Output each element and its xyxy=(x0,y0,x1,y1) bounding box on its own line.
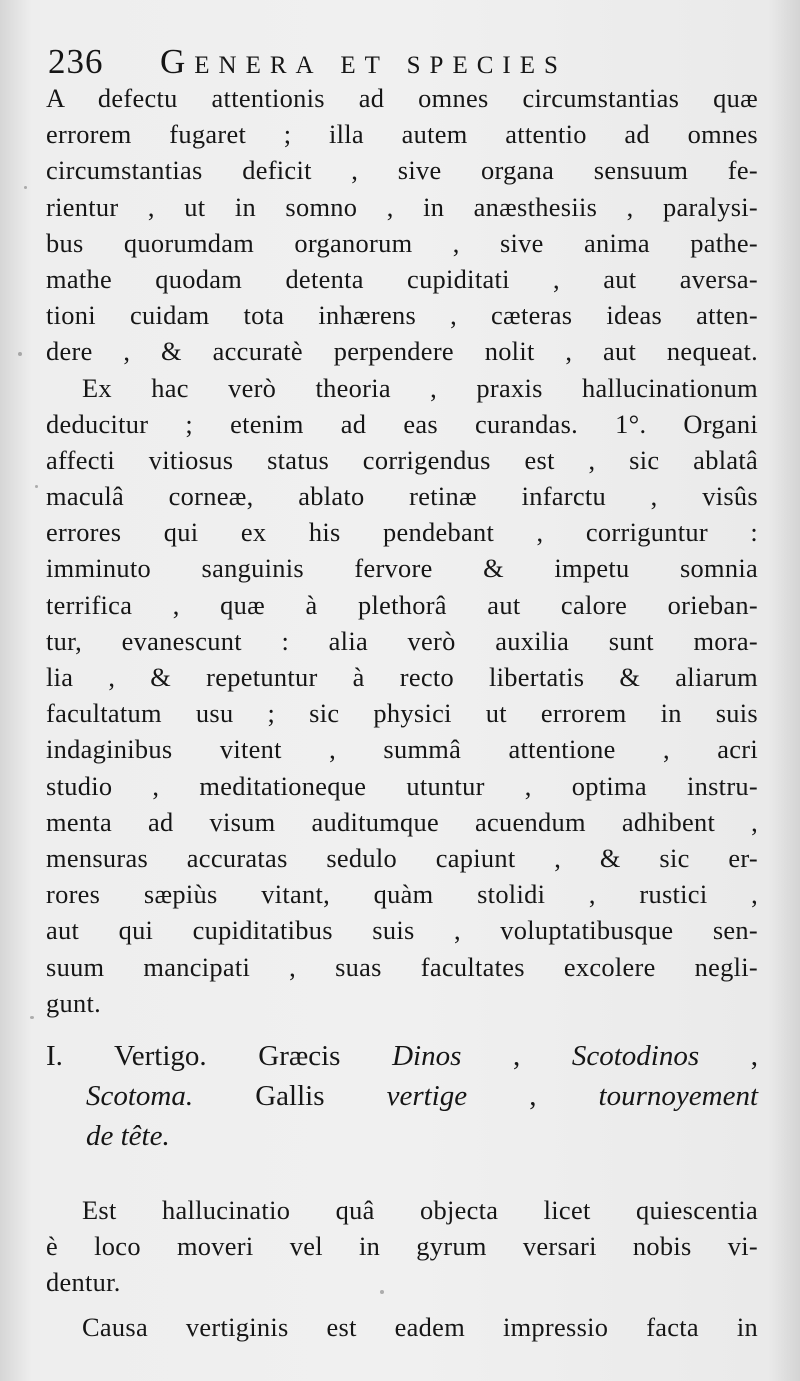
paper-speck xyxy=(24,186,27,189)
paper-speck xyxy=(30,1016,34,1019)
french-name: de tête. xyxy=(86,1120,170,1152)
french-name: vertige xyxy=(386,1080,468,1112)
text-line: studio , meditationeque utuntur , optima instru- xyxy=(46,770,758,801)
text-line: mensuras accuratas sedulo capiunt , & sic er- xyxy=(46,842,758,873)
text-line: facultatum usu ; sic physici ut errorem in suis xyxy=(46,698,758,729)
entry-heading xyxy=(46,1036,758,1156)
text-line: tioni cuidam tota inhærens , cæteras ideas atten- xyxy=(46,300,758,331)
paper-speck xyxy=(18,352,22,356)
paper-speck xyxy=(380,1290,384,1294)
entry-line-1: I. Vertigo. Græcis Dinos , Scotodinos , xyxy=(46,1040,759,1072)
text-line: suum mancipati , suas facultates excolere negli- xyxy=(46,951,758,982)
text-line: mathe quodam detenta cupiditati , aut aversa- xyxy=(46,263,758,294)
paper-speck xyxy=(35,485,38,488)
text-line: affecti vitiosus status corrigendus est , sic ablatâ xyxy=(46,444,758,475)
text-line: lia , & repetuntur à recto libertatis & aliarum xyxy=(46,662,758,692)
text-line: menta ad visum auditumque acuendum adhibent , xyxy=(46,806,758,837)
body-text xyxy=(46,80,758,1021)
greek-label: Græcis xyxy=(258,1040,341,1072)
text-line: errores qui ex his pendebant , corriguntur : xyxy=(46,517,758,548)
text-line: tur, evanescunt : alia verò auxilia sunt mora- xyxy=(46,625,758,656)
entry-line-3 xyxy=(46,1116,758,1156)
page-number: 236 xyxy=(48,42,104,81)
french-label: Gallis xyxy=(255,1080,325,1112)
text-line: circumstantias deficit , sive organa sensuum fe- xyxy=(46,155,758,186)
entry-number: I. xyxy=(46,1040,63,1072)
text-line: indaginibus vitent , summâ attentione , acri xyxy=(46,734,758,765)
text-line: gunt. xyxy=(46,987,102,1018)
paragraph-1 xyxy=(46,80,758,370)
text-line: maculâ corneæ, ablato retinæ infarctu , visûs xyxy=(46,481,758,512)
text-line: terrifica , quæ à plethorâ aut calore orieban- xyxy=(46,589,758,620)
entry-name: Vertigo. xyxy=(114,1040,207,1072)
text-line: dere , & accuratè perpendere nolit , aut nequeat. xyxy=(46,336,758,367)
text-line: Ex hac verò theoria , praxis hallucinationum xyxy=(82,372,758,403)
entry-line-2: Scotoma. Gallis vertige , tournoyement xyxy=(86,1080,759,1112)
greek-name: Scotodinos xyxy=(571,1040,700,1072)
text-line: errorem fugaret ; illa autem attentio ad omnes xyxy=(46,119,758,150)
text-line: aut qui cupiditatibus suis , voluptatibusque sen- xyxy=(46,915,758,946)
text-line: bus quorumdam organorum , sive anima pathe- xyxy=(46,227,758,258)
text-line: deducitur ; etenim ad eas curandas. 1°. Organi xyxy=(46,408,758,439)
text-line: Causa vertiginis est eadem impressio facta in xyxy=(82,1311,758,1342)
text-line: imminuto sanguinis fervore & impetu somnia xyxy=(46,553,758,584)
greek-name: Scotoma. xyxy=(86,1080,194,1112)
french-name: tournoyement xyxy=(598,1080,759,1112)
greek-name: Dinos xyxy=(392,1040,462,1072)
text-line: Est hallucinatio quâ objecta licet quiescentia xyxy=(82,1195,758,1225)
paragraph-4 xyxy=(46,1309,758,1345)
text-line: dentur. xyxy=(46,1267,121,1298)
paragraph-2 xyxy=(46,370,758,1021)
running-title: Genera et species xyxy=(160,42,567,81)
text-line: A defectu attentionis ad omnes circumstantias quæ xyxy=(46,83,758,113)
body-text-continued xyxy=(46,1192,758,1345)
text-line: rores sæpiùs vitant, quàm stolidi , rustici , xyxy=(46,879,758,910)
text-line: rientur , ut in somno , in anæsthesiis , paralysi- xyxy=(46,191,758,222)
text-line: è loco moveri vel in gyrum versari nobis vi- xyxy=(46,1231,758,1262)
paragraph-3 xyxy=(46,1192,758,1301)
